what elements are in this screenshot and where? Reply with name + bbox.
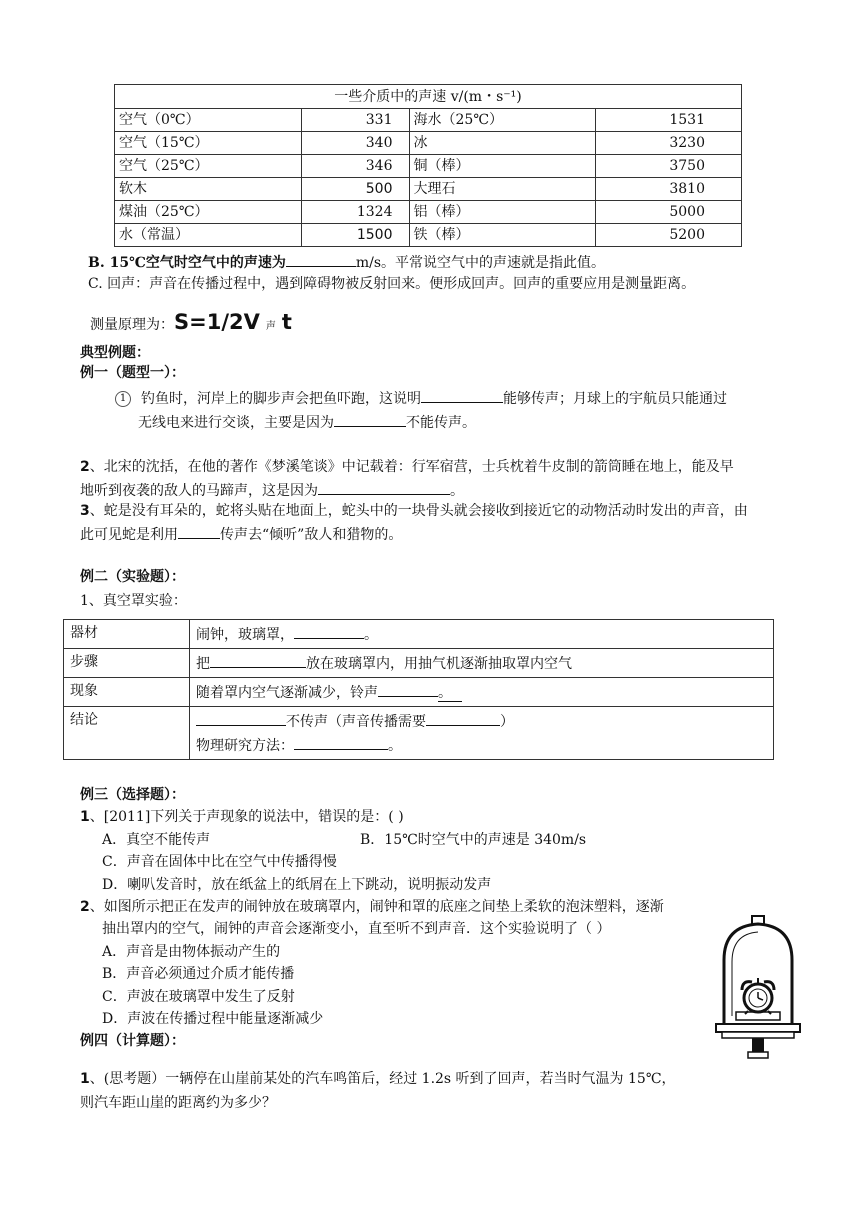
table-row (115, 155, 742, 178)
medium-cell: 空气（15℃） (115, 132, 302, 155)
speed-cell: 3230 (596, 132, 742, 155)
option-d: D．喇叭发音时，放在纸盆上的纸屑在上下跳动，说明振动发声 (102, 877, 492, 893)
typical-examples-heading: 典型例题： (80, 345, 150, 361)
answer-blank[interactable] (294, 622, 364, 639)
medium-cell: 铜（棒） (409, 155, 596, 178)
option-b: B．15℃时空气中的声速是 340m/s (360, 832, 587, 848)
table-row (115, 224, 742, 247)
answer-blank[interactable] (334, 410, 406, 427)
vacuum-experiment-title: 1、真空罩实验： (80, 593, 187, 609)
option-d: D．声波在传播过程中能量逐渐减少 (102, 1011, 324, 1027)
line-c: C. 回声：声音在传播过程中，遇到障碍物被反射回来。便形成回声。回声的重要应用是测量距离。 (88, 276, 696, 292)
ex3-question-2: 2、如图所示把正在发声的闹钟放在玻璃罩内，闹钟和罩的底座之间垫上柔软的泡沫塑料，逐渐 (80, 899, 664, 915)
speed-cell: 500 (301, 178, 409, 201)
ex3-question-1: 1、[2011]下列关于声现象的说法中，错误的是：( ) (80, 809, 404, 825)
medium-cell: 铝（棒） (409, 201, 596, 224)
answer-blank[interactable] (210, 651, 306, 668)
speed-cell: 1531 (596, 109, 742, 132)
example-three-heading: 例三（选择题）： (80, 787, 185, 803)
example-two-heading: 例二（实验题）： (80, 569, 185, 585)
ex4-question-1: 1、(思考题）一辆停在山崖前某处的汽车鸣笛后，经过 1.2s 听到了回声，若当时气温为 15℃， (80, 1071, 676, 1087)
answer-blank[interactable] (426, 709, 500, 726)
option-c: C．声音在固体中比在空气中传播得慢 (102, 854, 337, 870)
medium-cell: 冰 (409, 132, 596, 155)
medium-cell: 海水（25℃） (409, 109, 596, 132)
speed-cell: 5200 (596, 224, 742, 247)
option-c: C．声波在玻璃罩中发生了反射 (102, 989, 295, 1005)
medium-cell: 空气（25℃） (115, 155, 302, 178)
measurement-principle: 测量原理为：S=1/2V 声 t (90, 310, 292, 334)
ex1-question-2: 2、北宋的沈括，在他的著作《梦溪笔谈》中记载着：行军宿营，士兵枕着牛皮制的箭筒睡在地上，能及早 (80, 459, 734, 475)
medium-cell: 水（常温） (115, 224, 302, 247)
medium-cell: 大理石 (409, 178, 596, 201)
example-one-heading: 例一（题型一）： (80, 365, 185, 381)
medium-cell: 空气（0℃） (115, 109, 302, 132)
table-row (115, 109, 742, 132)
answer-blank[interactable] (318, 478, 450, 495)
medium-cell: 铁（棒） (409, 224, 596, 247)
table-row: 步骤 把 放在玻璃罩内，用抽气机逐渐抽取罩内空气 (64, 649, 774, 678)
table-row (115, 132, 742, 155)
table-row (115, 201, 742, 224)
speed-cell: 340 (301, 132, 409, 155)
ex1-question-1: 1 钓鱼时，河岸上的脚步声会把鱼吓跑，这说明 能够传声；月球上的宇航员只能通过 (115, 386, 727, 408)
example-four-heading: 例四（计算题）： (80, 1033, 185, 1049)
experiment-table (63, 619, 774, 760)
bell-jar-alarm-clock-illustration (712, 912, 804, 1064)
option-a: A．声音是由物体振动产生的 (102, 944, 281, 960)
ex1-question-3: 3、蛇是没有耳朵的，蛇将头贴在地面上，蛇头中的一块骨头就会接收到接近它的动物活动时发出的声音，由 (80, 503, 748, 519)
answer-blank[interactable] (378, 680, 438, 697)
answer-blank[interactable] (421, 386, 503, 403)
speed-cell: 346 (301, 155, 409, 178)
speed-cell: 3810 (596, 178, 742, 201)
speed-cell: 1500 (301, 224, 409, 247)
table-row: 结论 不传声（声音传播需要 ） 物理研究方法： 。 (64, 707, 774, 760)
option-a: A．真空不能传声 (102, 832, 211, 848)
option-b: B．声音必须通过介质才能传播 (102, 966, 295, 982)
speed-cell: 331 (301, 109, 409, 132)
medium-cell: 软木 (115, 178, 302, 201)
speed-cell: 1324 (301, 201, 409, 224)
line-b: B. 15℃空气时空气中的声速为 m/s。平常说空气中的声速就是指此值。 (88, 250, 605, 272)
sound-speed-table (114, 84, 742, 247)
answer-blank[interactable] (178, 522, 220, 539)
answer-blank[interactable] (294, 733, 388, 750)
answer-blank[interactable] (196, 709, 286, 726)
speed-cell: 3750 (596, 155, 742, 178)
speed-cell: 5000 (596, 201, 742, 224)
table-row (115, 178, 742, 201)
medium-cell: 煤油（25℃） (115, 201, 302, 224)
answer-blank[interactable] (286, 250, 356, 267)
table-row: 现象 随着罩内空气逐渐减少，铃声 。 (64, 678, 774, 707)
table-caption: 一些介质中的声速 v/(m・s⁻¹) (115, 85, 742, 109)
table-row: 器材 闹钟，玻璃罩， 。 (64, 620, 774, 649)
